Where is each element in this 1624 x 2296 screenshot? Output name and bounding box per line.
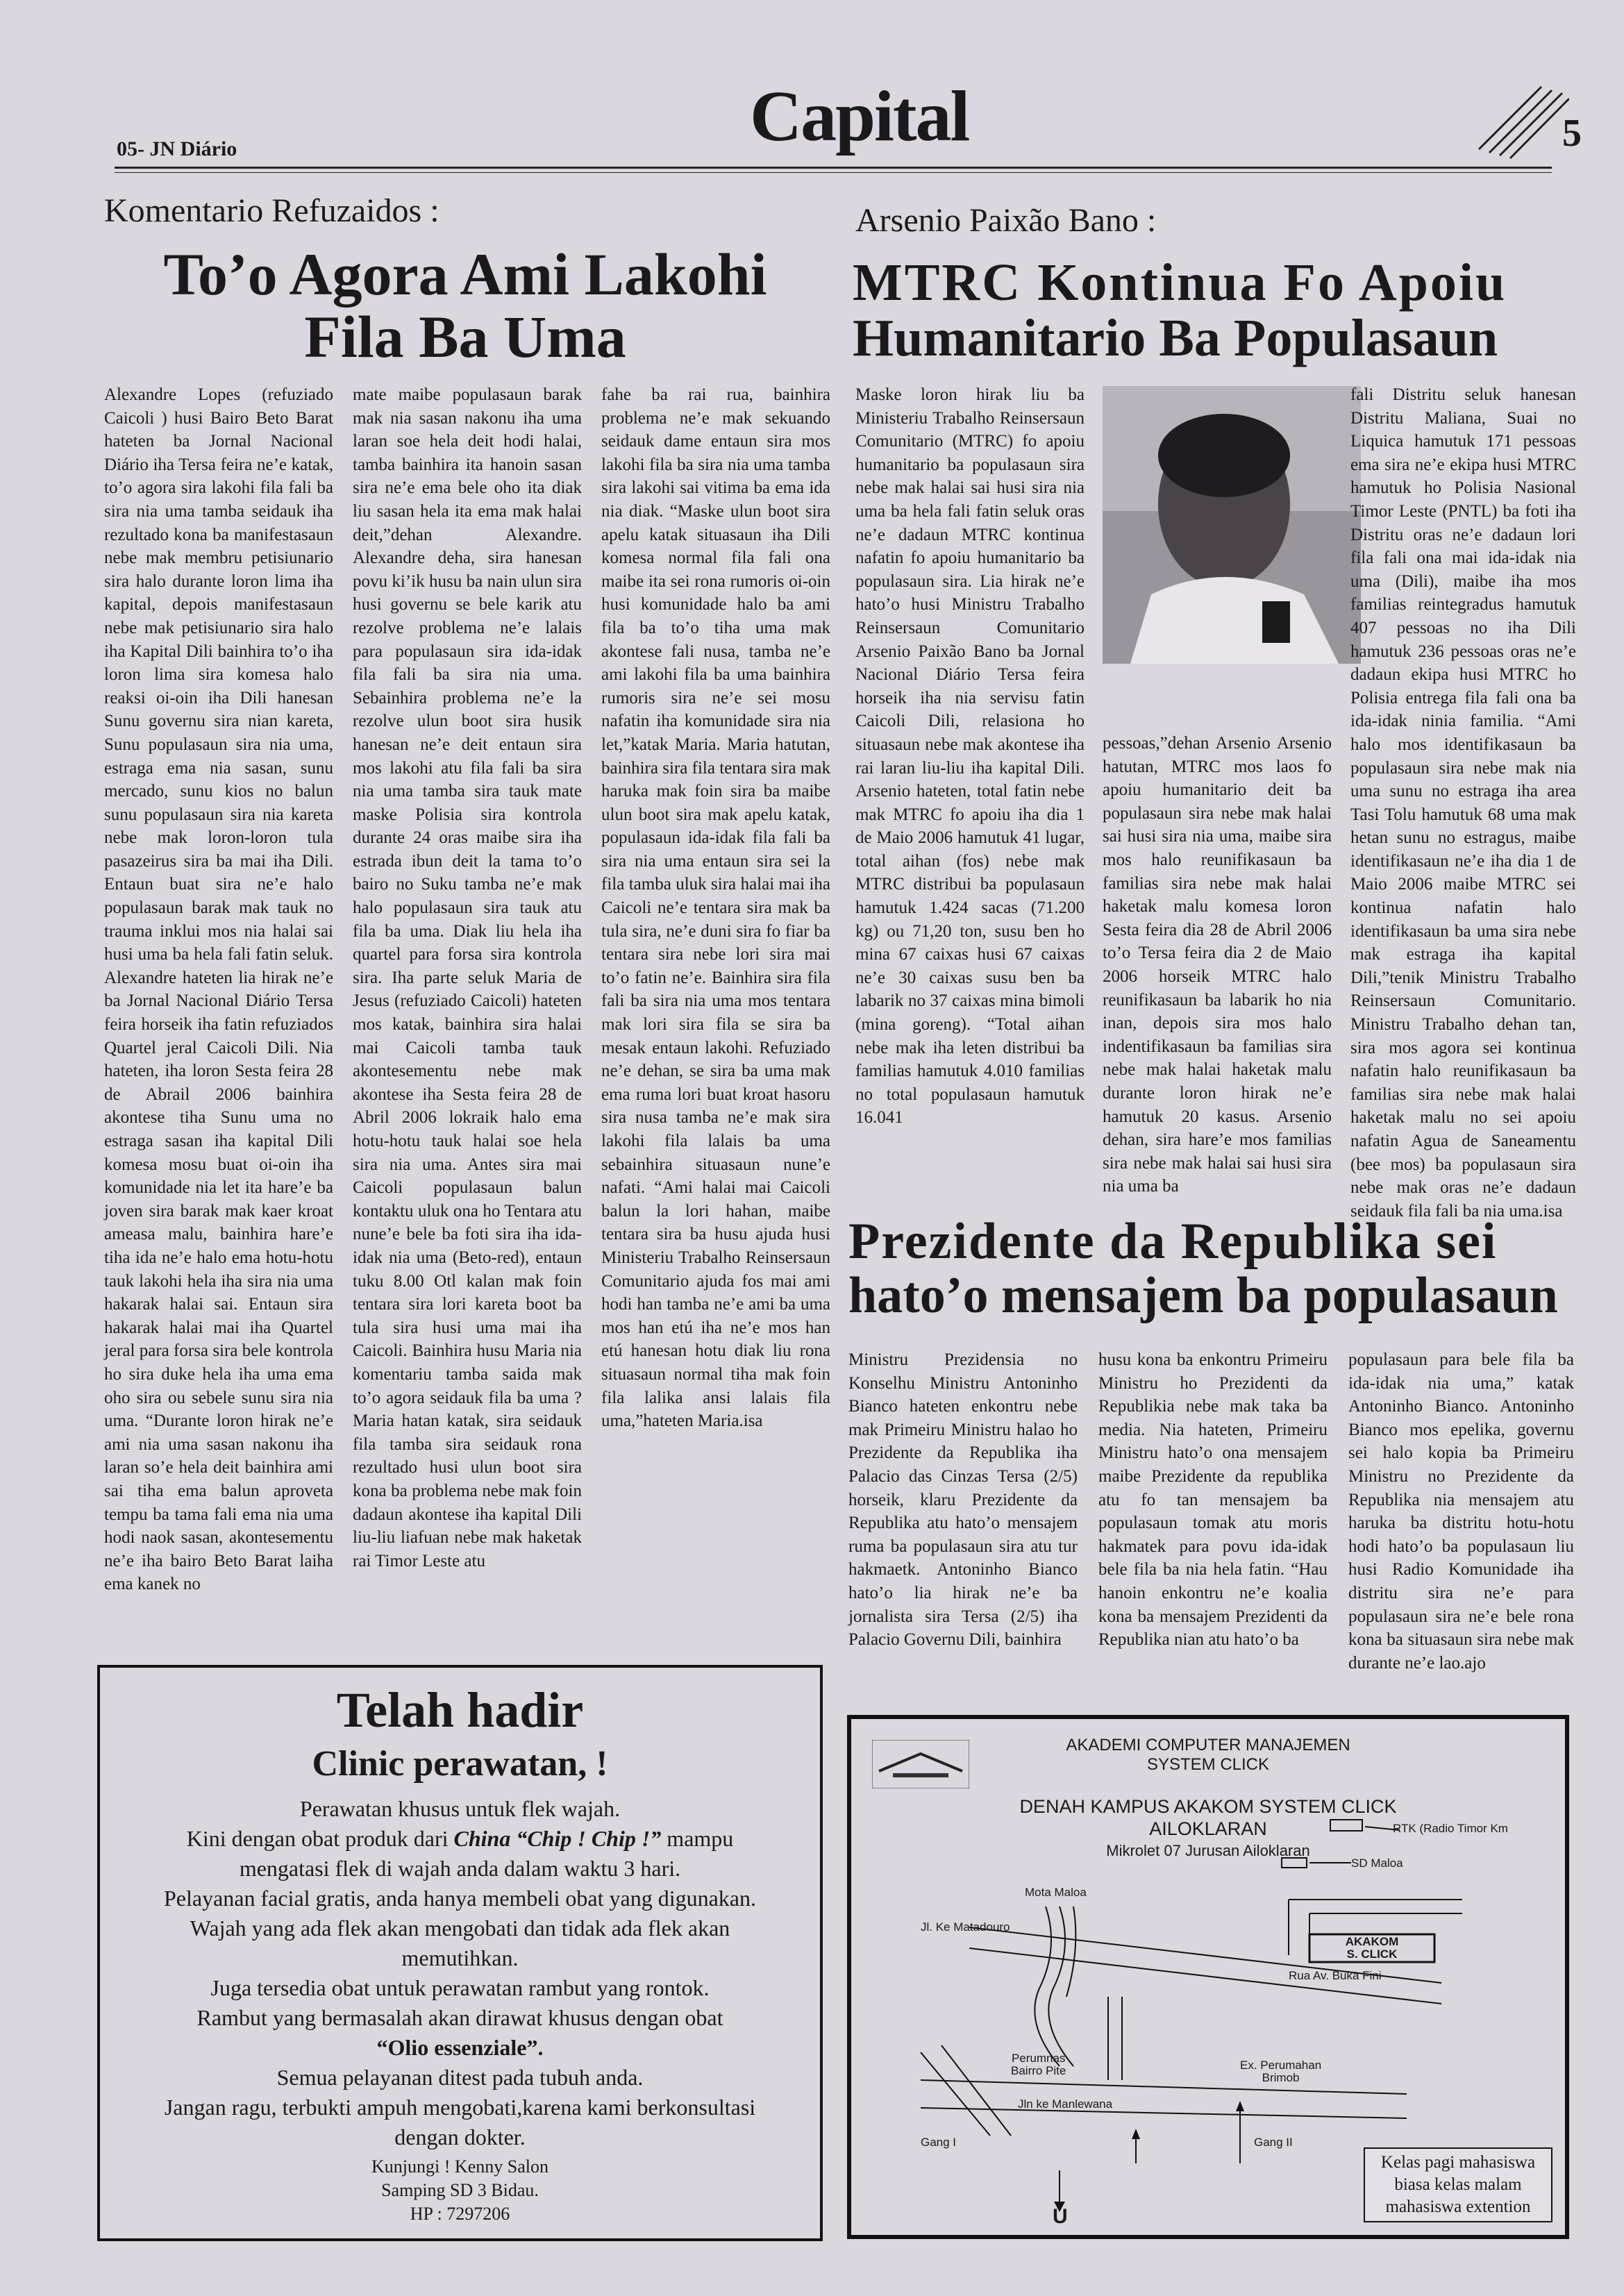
- article-right-headline: [853, 255, 1582, 367]
- akakom-title-line1: AKADEMI COMPUTER MANAJEMEN: [1066, 1736, 1350, 1754]
- article-left-headline-line2: Fila Ba Uma: [304, 303, 626, 371]
- clinic-ad-line: dengan dokter.: [394, 2125, 526, 2150]
- map-label-mota-maloa: Mota Maloa: [1025, 1886, 1087, 1899]
- clinic-ad-phone: HP : 7297206: [410, 2204, 510, 2224]
- map-label-sd-maloa: SD Maloa: [1351, 1857, 1403, 1870]
- article-right-kicker: Arsenio Paixão Bano :: [855, 202, 1157, 239]
- map-label-gang-1: Gang I: [921, 2136, 957, 2149]
- akakom-class-line: biasa kelas malam: [1394, 2175, 1522, 2194]
- map-label-akakom: AKAKOM: [1345, 1935, 1399, 1948]
- clinic-ad-line: Perawatan khusus untuk flek wajah.: [299, 1796, 621, 1821]
- clinic-ad-product-name: China “Chip ! Chip !”: [453, 1826, 662, 1851]
- map-north-marker: U: [1053, 2205, 1068, 2228]
- map-label-ex-perumahan-line1: Ex. Perumahan: [1240, 2059, 1322, 2072]
- clinic-ad-line: Wajah yang ada flek akan mengobati dan tidak ada flek akan: [190, 1916, 730, 1941]
- map-label-ex-perumahan: [1240, 2059, 1321, 2084]
- clinic-ad-line: mengatasi flek di wajah anda dalam waktu 3 hari.: [239, 1856, 681, 1881]
- article-right-col2: pessoas,”dehan Arsenio Arsenio hatutan, MTRC mos laos fo apoiu humanitario deit ba populasaun sira nebe mak halai sai husi sira nia uma, maibe sira mos halo reunifikasaun ba familias sira nebe mak halai haketak malu komesa loron Sesta feira dia 28 de Abril 2006 to’o Tersa feira dia 2 de Maio 2006 horseik MTRC halo reunifikasaun ba labarik ho nia inan, depois sira mos halo indentifikasaun ba familias sira nebe mak halai haketak malu durante loron hirak ne’e hamutuk 20 kasus. Arsenio dehan, sira hare’e mos familias sira nebe mak halai sai husi sira nia uma ba: [1103, 734, 1332, 1196]
- article-bottom-col3: populasaun para bele fila ba ida-idak nia uma,” katak Antoninho Bianco. Antoninho Bianco mos epelika, governu sei halo kopia ba Primeiru Ministru no Prezidente da Republika nia mensajem atu haruka ba distritu hotu-hotu hodi hato’o ba populasaun liu husi Radio Komunidade iha distritu sira ne’e para populasaun sira ne’e bele rona kona ba situasaun sira nebe mak durante ne’e lao.ajo: [1348, 1350, 1574, 1673]
- clinic-ad-line: “Olio essenziale”.: [376, 2035, 544, 2060]
- clinic-ad-line: Semua pelayanan ditest pada tubuh anda.: [276, 2065, 644, 2090]
- map-label-ex-perumahan-line2: Brimob: [1262, 2071, 1300, 2084]
- map-label-perumnas-line2: Bairro Pite: [1011, 2064, 1066, 2077]
- hatch-ornament: [1472, 83, 1569, 160]
- map-label-perumnas-line1: Perumnas: [1011, 2052, 1066, 2065]
- article-right-headline-line2: Humanitario Ba Populasaun: [853, 308, 1498, 367]
- clinic-advertisement: [97, 1665, 823, 2241]
- akakom-map-title-line1: DENAH KAMPUS AKAKOM SYSTEM CLICK: [1019, 1796, 1397, 1817]
- map-label-matadouro: Jl. Ke Matadouro: [921, 1920, 1010, 1934]
- map-label-rtk: RTK (Radio Timor Km: [1393, 1822, 1508, 1835]
- akakom-advertisement: [847, 1715, 1569, 2239]
- clinic-ad-line: Jangan ragu, terbukti ampuh mengobati,karena kami berkonsultasi: [164, 2095, 756, 2120]
- clinic-ad-line: memutihkan.: [401, 1945, 519, 1970]
- clinic-ad-line: Rambut yang bermasalah akan dirawat khusus dengan obat: [196, 2005, 723, 2030]
- masthead-rule-thin: [115, 172, 1552, 173]
- akakom-class-schedule: [1364, 2147, 1552, 2222]
- clinic-ad-line: Juga tersedia obat untuk perawatan rambut yang rontok.: [210, 1975, 710, 2000]
- map-label-buka-fini: Rua Av. Buka Fini: [1289, 1969, 1382, 1982]
- map-label-sclick: S. CLICK: [1346, 1947, 1398, 1961]
- page-number: 5: [1562, 112, 1582, 155]
- clinic-ad-contact: [100, 2155, 820, 2226]
- article-left-kicker: Komentario Refuzaidos :: [104, 192, 440, 229]
- minister-photo: [1103, 386, 1361, 664]
- minister-portrait-image: [1103, 386, 1361, 664]
- map-label-gang-2: Gang II: [1254, 2136, 1293, 2149]
- clinic-ad-line: Pelayanan facial gratis, anda hanya membeli obat yang digunakan.: [163, 1886, 756, 1911]
- akakom-map-subtitle: Mikrolet 07 Jurusan Ailoklaran: [1106, 1842, 1310, 1859]
- article-bottom-headline: [848, 1215, 1571, 1323]
- article-bottom-headline-line1: Prezidente da Republika sei: [848, 1213, 1498, 1270]
- article-left-headline: [97, 243, 833, 369]
- page-info: 05- JN Diário: [117, 137, 237, 160]
- clinic-ad-body: [100, 1794, 820, 2152]
- map-label-manlewana: Jln ke Manlewana: [1018, 2097, 1113, 2111]
- article-bottom-headline-line2: hato’o mensajem ba populasaun: [848, 1266, 1558, 1324]
- clinic-ad-text: mampu: [661, 1826, 734, 1851]
- akakom-class-line: mahasiswa extention: [1385, 2197, 1531, 2216]
- clinic-ad-contact-line: Samping SD 3 Bidau.: [381, 2180, 539, 2200]
- clinic-ad-line: [100, 1824, 820, 1854]
- article-right-col1: Maske loron hirak liu ba Ministeriu Trabalho Reinsersaun Comunitario (MTRC) fo apoiu humanitario ba populasaun sira nebe mak halai sai husi sira nia uma ba hela fali fatin seluk oras ne’e dadaun MTRC kontinua nafatin fo apoiu humanitario ba populasaun sira. Lia hirak ne’e hato’o husi Ministru Trabalho Reinsersaun Comunitario Arsenio Paixão Bano ba Jornal Nacional Diário Tersa feira horseik iha nia servisu fatin Caicoli Dili, relasiona ho situasaun nebe mak akontese iha rai laran liu-liu iha kapital Dili. Arsenio hateten, total fatin nebe mak MTRC fo apoiu iha dia 1 de Maio 2006 hamutuk 41 lugar, total aihan (fos) nebe mak MTRC distribui ba populasaun hamutuk 1.424 sacas (71.200 kg) ou 71,20 ton, susu ben ho mina 67 caixas husi 67 caixas ne’e 30 caixas susu ben ba labarik no 37 caixas mina bimoli (mina goreng). “Total aihan nebe mak iha leten distribui ba familias hamutuk 4.010 familias no total populasaun hamutuk 16.041: [855, 385, 1085, 1128]
- article-right-headline-line1: MTRC Kontinua Fo Apoiu: [853, 253, 1507, 312]
- akakom-title-line2: SYSTEM CLICK: [1146, 1755, 1270, 1774]
- map-label-akakom-campus: [1337, 1936, 1407, 1961]
- masthead-rule: [115, 167, 1552, 169]
- clinic-ad-title: Telah hadir: [336, 1682, 584, 1738]
- masthead-title: Capital: [750, 76, 969, 156]
- map-label-perumnas: [1011, 2052, 1066, 2077]
- clinic-ad-subtitle: Clinic perawatan, !: [312, 1744, 608, 1784]
- article-bottom-col2: husu kona ba enkontru Primeiru Ministru ho Prezidenti da Republikia nebe mak taka ba media. Nia hateten, Primeiru Ministru hato’o ona mensajem maibe Prezidente da republika atu fo tan mensajem ba populasaun tomak atu moris hakmatek para povu ida-idak bele fila ba nia hela fatin. “Hau hanoin enkontru ne’e koalia kona ba mensajem Prezidenti da Republika nian atu hato’o ba: [1098, 1350, 1328, 1650]
- article-left-col3: fahe ba rai rua, bainhira problema ne’e mak sekuando seidauk dame entaun sira mos lakohi fila ba sira nia uma tamba sira lakohi sai vitima ba ema ida nia diak. “Maske ulun boot sira apelu katak situasaun iha Dili komesa normal fila fali ona maibe ita sei rona rumoris oi-oin husi komunidade halo ba ami fila ba to’o tiha uma mak akontese fali nusa, tamba ne’e ami lakohi fila ba uma bainhira rumoris sira ne’e sei mosu nafatin iha komunidade sira nia let,”katak Maria. Maria hatutan, bainhira sira fila tentara sira mak haruka mak foin sira ba maibe ulun boot sira mak apelu katak, populasaun ida-idak fila fali ba sira nia uma entaun sira sei la fila tamba uluk sira halai mai iha Caicoli ne’e tentara sira mak ba tula sira, ne’e duni sira fo fiar ba tentara sira nebe lori sira mai to’o fatin ne’e. Bainhira sira fila fali ba sira nia uma mos tentara mak lori sira fila se sira ba mesak entaun lakohi. Refuziado ne’e dehan, se sira ba uma mak ema ruma lori buat kroat hasoru sira nusa tamba ne’e mak sira lakohi fila lalais ba uma sebainhira situasaun nune’e nafati. “Ami halai mai Caicoli balun la lori hahan, maibe tentara sira ba husu ajuda husi Ministeriu Trabalho Reinsersaun Comunitario ajuda fos mai ami hodi han tamba ne’e ami ba uma mos han etú iha ne’e mos han etú hanesan hotu diak liu rona situasaun normal tiha mak foin fila lalika ansi lalais fila uma,”hateten Maria.isa: [601, 385, 830, 1431]
- clinic-ad-text: Kini dengan obat produk dari: [186, 1826, 454, 1851]
- akakom-class-line: Kelas pagi mahasiswa: [1380, 2153, 1536, 2172]
- clinic-ad-contact-line: Kunjungi ! Kenny Salon: [371, 2156, 549, 2177]
- article-left-headline-line1: To’o Agora Ami Lakohi: [163, 241, 767, 308]
- article-left-col2: mate maibe populasaun barak mak nia sasan nakonu iha uma laran soe hela deit hodi halai, tamba bainhira ita hanoin sasan sira ne’e ema bele oho ita diak liu sasan hela ita ema mak halai deit,”dehan Alexandre. Alexandre deha, sira hanesan povu ki’ik husu ba nain ulun sira husi governu se bele karik atu rezolve problema ne’e lalais para populasaun sira ida-idak fila fali ba sira nia uma. Sebainhira problema ne’e la rezolve ulun boot sira husik hanesan ne’e deit entaun sira mos lakohi atu fila fali ba sira nia uma tamba sira tauk mate maske Polisia sira kontrola durante 24 oras maibe sira iha estrada ibun deit la tama to’o bairo no Suku tamba ne’e mak halo populasaun sira tauk atu fila ba uma. Diak liu hela iha quartel para forsa sira kontrola sira. Iha parte seluk Maria de Jesus (refuziado Caicoli) hateten mos katak, bainhira sira halai mai Caicoli tamba tauk akontesementu nebe mak akontese iha Sesta feira 28 de Abril 2006 lokraik halo ema hotu-hotu tauk halai soe hela sira nia uma. Antes sira mai Caicoli populasaun balun kontaktu uluk ona ho Tentara atu nune’e bele ba foti sira iha ida-idak nia uma (Beto-red), entaun tuku 8.00 Otl kalan mak foin tentara sira lori kareta boot ba tula sira husi uma mai iha Caicoli. Bainhira husu Maria nia komentariu tamba saida mak to’o agora seidauk fila ba uma ? Maria hatan katak, sira seidauk fila tamba sira seidauk rona rezultado husi ulun boot sira kona ba problema nebe mak foin dadaun akontese iha kapital Dili liu-liu liafuan nebe mak haketak rai Timor Leste atu: [353, 385, 582, 1570]
- article-bottom-col1: Ministru Prezidensia no Konselhu Ministru Antoninho Bianco hateten enkontru nebe mak Primeiru Ministru halao ho Prezidente da Republika iha Palacio das Cinzas Tersa (2/5) horseik, klaru Prezidente da Republika atu hato’o mensajem ruma ba populasaun sira atu tur hakmaetk. Antoninho Bianco hato’o lia hirak ne’e ba jornalista sira Tersa (2/5) iha Palacio Governu Dili, bainhira: [848, 1350, 1078, 1650]
- article-left-col1: Alexandre Lopes (refuziado Caicoli ) husi Bairo Beto Barat hateten ba Jornal Nacional Diário iha Tersa feira ne’e katak, to’o agora sira lakohi fila fali ba sira nia uma tamba seidauk iha rezultado kona ba manifestasaun nebe mak membru petisiunario sira halo durante loron lima iha kapital, depois manifestasaun nebe mak petisiunario sira halo iha Kapital Dili bainhira to’o iha loron lima sira komesa halo reaksi oi-oin iha Dili hanesan Sunu governu sira nian kareta, Sunu populasaun sira nia uma, estraga ema nia sasan, sunu mercado, sunu kios no balun sunu populasaun sira nia kareta nebe mak loron-loron tula pasazeirus sira ba mai iha Dili. Entaun buat sira ne’e halo populasaun barak mak tauk no trauma inklui mos nia halai sai husi uma ba hela fali fatin seluk. Alexandre hateten lia hirak ne’e ba Jornal Nacional Diário Tersa feira horseik iha fatin refuziados Quartel jeral Caicoli Dili. Nia hateten, iha loron Sesta feira 28 de Abrail 2006 bainhira akontese tiha Sunu uma no estraga sasan iha kapital Dili komesa mosu buat oi-oin iha komunidade nia let ita hare’e ba joven sira barak mak kaer kroat ameasa malu, bainhira hare’e tiha ida ne’e halo ema hotu-hotu tauk lakohi hela iha sira nia uma hakarak halai sai. Entaun sira hakarak halai mai iha Quartel jeral para forsa sira bele kontrola ho sira duke hela iha uma ema oho sira ou sebele sunu sira nia uma. “Durante loron hirak ne’e ami nia uma sasan nakonu iha laran so’e hela deit bainhira ami sai tiha ema balun aproveta tempu ba tama fali ema nia uma hodi naok sasan, akontesementu ne’e iha bairo Beto Barat laiha ema kanek no: [104, 385, 333, 1594]
- article-right-col3: fali Distritu seluk hanesan Distritu Maliana, Suai no Liquica hamutuk 171 pessoas ema sira ne’e ekipa husi MTRC hamutuk ho Polisia Nasional Timor Leste (PNTL) ba foti iha Distritu oras ne’e dadaun lori fila fali ona mai ida-idak nia uma (Dili), maibe iha mos familias reintegradus hamutuk 407 pessoas no iha Dili hamutuk 236 pessoas oras ne’e dadaun ekipa husi MTRC ho Polisia entrega fila fali ona ba ida-idak ninia familia. “Ami halo mos identifikasaun ba populasaun sira nebe mak nia uma sunu no estraga iha area Tasi Tolu hamutuk 68 uma mak hetan sunu no estragus, maibe identifikasaun ne’e iha dia 1 de Maio 2006 maibe MTRC sei kontinua nafatin halo identifikasaun ba uma sira nebe mak estraga iha kapital Dili,”tenik Ministru Trabalho Reinsersaun Comunitario. Ministru Trabalho dehan tan, sira mos agora sei kontinua nafatin halo reunifikasaun ba familias sira nebe mak halai haketak malu no sei apoiu nafatin Agua de Saneamentu (bee mos) ba populasaun sira nebe mak oras ne’e dadaun seidauk fila fali ba nia uma.isa: [1350, 385, 1576, 1221]
- akakom-map-title-line2: AILOKLARAN: [1149, 1818, 1267, 1839]
